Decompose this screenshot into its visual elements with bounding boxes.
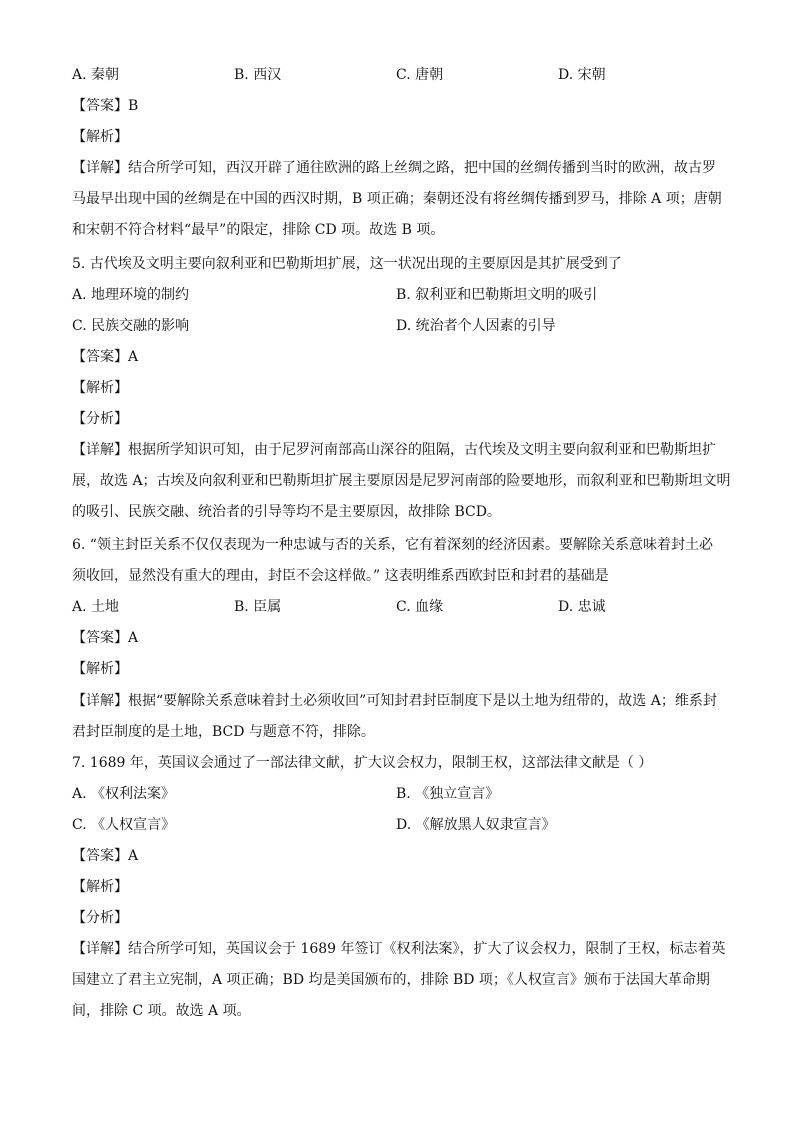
q6-question-line-1: 6. “领主封臣关系不仅仅表现为一种忠诚与否的关系，它有着深刻的经济因素。要解除关系意味着封土必	[72, 537, 713, 553]
q5-question: 5. 古代埃及文明主要向叙利亚和巴勒斯坦扩展，这一状况出现的主要原因是其扩展受到了	[72, 256, 622, 272]
q7-question: 7. 1689 年，英国议会通过了一部法律文献，扩大议会权力，限制王权，这部法律文献是（ ）	[72, 755, 653, 771]
q5-option-d: D. 统治者个人因素的引导	[396, 318, 556, 334]
q7-detail-line-1: 【详解】结合所学可知，英国议会于 1689 年签订《权利法案》，扩大了议会权力，限制了王权，标志着英	[72, 941, 726, 957]
q5-option-a: A. 地理环境的制约	[72, 287, 190, 303]
q5-detail-line-3: 的吸引、民族交融、统治者的引导等均不是主要原因，故排除 BCD。	[72, 504, 501, 520]
q4-answer: 【答案】B	[72, 98, 139, 114]
q5-fenxi-label: 【分析】	[72, 411, 128, 427]
q5-detail-line-1: 【详解】根据所学知识可知，由于尼罗河南部高山深谷的阻隔，古代埃及文明主要向叙利亚和巴勒斯坦扩	[72, 442, 716, 458]
q4-analysis-label: 【解析】	[72, 129, 128, 145]
q4-option-c: C. 唐朝	[396, 67, 444, 83]
q6-option-a: A. 土地	[72, 599, 120, 615]
q7-analysis-label: 【解析】	[72, 879, 128, 895]
q6-detail-line-1: 【详解】根据“要解除关系意味着封土必须收回”可知封君封臣制度下是以土地为纽带的，故选 A；维系封	[72, 693, 717, 709]
q7-fenxi-label: 【分析】	[72, 910, 128, 926]
q6-analysis-label: 【解析】	[72, 661, 128, 677]
q4-detail-line-1: 【详解】结合所学可知，西汉开辟了通往欧洲的路上丝绸之路，把中国的丝绸传播到当时的欧洲，故古罗	[72, 160, 716, 176]
q7-detail-line-2: 国建立了君主立宪制，A 项正确；BD 均是美国颁布的，排除 BD 项；《人权宣言》颁布于法国大革命期	[72, 972, 710, 988]
q5-analysis-label: 【解析】	[72, 380, 128, 396]
q4-detail-line-3: 和宋朝不符合材料“最早”的限定，排除 CD 项。故选 B 项。	[72, 222, 445, 238]
q7-option-c: C. 《人权宣言》	[72, 817, 176, 833]
q7-options-row-1	[72, 779, 732, 810]
q7-answer: 【答案】A	[72, 848, 139, 864]
q6-answer: 【答案】A	[72, 630, 139, 646]
q7-option-d: D. 《解放黑人奴隶宣言》	[396, 817, 556, 833]
q5-options-row-2	[72, 311, 732, 342]
q5-option-c: C. 民族交融的影响	[72, 318, 190, 334]
q4-detail-line-2: 马最早出现中国的丝绸是在中国的西汉时期，B 项正确；秦朝还没有将丝绸传播到罗马，排除 A 项；唐朝	[72, 191, 722, 207]
q4-option-d: D. 宋朝	[558, 67, 606, 83]
q5-detail-line-2: 展，故选 A；古埃及向叙利亚和巴勒斯坦扩展主要原因是尼罗河南部的险要地形，而叙利亚和巴勒斯坦文明	[72, 473, 731, 489]
q6-options-row	[72, 592, 732, 623]
q7-option-a: A. 《权利法案》	[72, 786, 176, 802]
q5-option-b: B. 叙利亚和巴勒斯坦文明的吸引	[396, 287, 598, 303]
q4-options-row	[72, 60, 732, 91]
q6-question-line-2: 须收回，显然没有重大的理由，封臣不会这样做。” 这表明维系西欧封臣和封君的基础是	[72, 568, 609, 584]
q6-option-d: D. 忠诚	[558, 599, 606, 615]
q7-options-row-2	[72, 810, 732, 841]
q4-option-b: B. 西汉	[234, 67, 282, 83]
q6-option-c: C. 血缘	[396, 599, 444, 615]
q5-answer: 【答案】A	[72, 349, 139, 365]
q6-detail-line-2: 君封臣制度的是土地，BCD 与题意不符，排除。	[72, 724, 375, 740]
q6-option-b: B. 臣属	[234, 599, 282, 615]
q5-options-row-1	[72, 280, 732, 311]
q4-option-a: A. 秦朝	[72, 67, 120, 83]
q7-option-b: B. 《独立宣言》	[396, 786, 500, 802]
q7-detail-line-3: 间，排除 C 项。故选 A 项。	[72, 1003, 251, 1019]
